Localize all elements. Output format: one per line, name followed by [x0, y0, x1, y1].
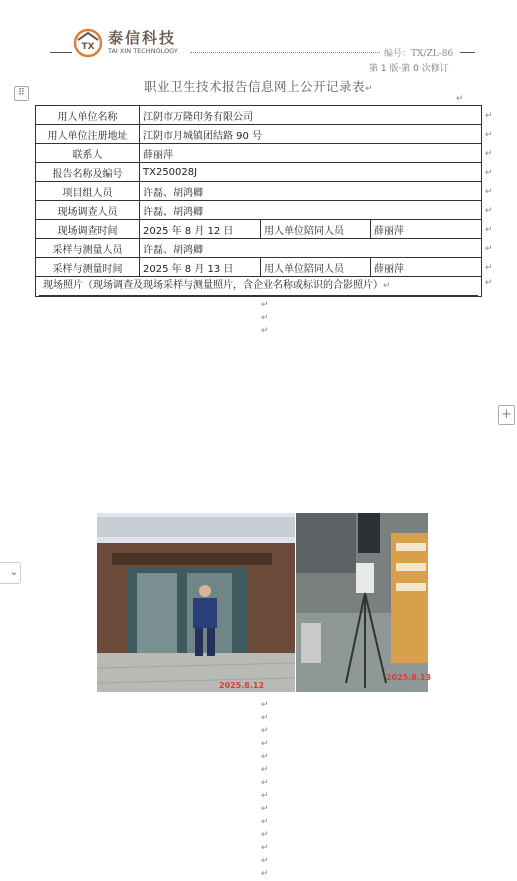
- address-value[interactable]: 江阴市月城镇团结路 90 号: [140, 125, 482, 144]
- address-label: 用人单位注册地址: [36, 125, 140, 144]
- table-row: 采样与测量人员 许磊、胡鸿卿 ↵: [36, 239, 490, 258]
- photo1-date-stamp: 2025.8.12: [219, 681, 265, 690]
- header-rule-right: [460, 52, 475, 53]
- table-move-handle[interactable]: ⠿: [14, 86, 29, 101]
- contact-value[interactable]: 薛丽萍: [140, 144, 482, 163]
- samplers-label: 采样与测量人员: [36, 239, 140, 258]
- employer-name-value[interactable]: 江阴市万隆印务有限公司: [140, 106, 482, 125]
- photo2-date-stamp: 2025.8.13: [386, 673, 432, 682]
- photos-heading: 现场照片（现场调查及现场采样与测量照片，含企业名称或标识的合影照片）↵: [39, 277, 478, 296]
- sampling-accomp-label: 用人单位陪同人员: [261, 258, 371, 277]
- investigators-value[interactable]: 许磊、胡鸿卿: [140, 201, 482, 220]
- site-photo-sampling-image: [296, 513, 428, 692]
- company-logo-icon: [73, 28, 103, 58]
- investigators-label: 现场调查人员: [36, 201, 140, 220]
- photo-cell[interactable]: [36, 277, 482, 879]
- sampling-time-label: 采样与测量时间: [36, 258, 140, 277]
- team-value[interactable]: 许磊、胡鸿卿: [140, 182, 482, 201]
- table-row: 用人单位名称 江阴市万隆印务有限公司 ↵: [36, 106, 490, 125]
- company-name-cn: 泰信科技: [108, 29, 177, 47]
- table-row: 现场照片（现场调查及现场采样与测量照片，含企业名称或标识的合影照片）↵ ↵ ↵ ↵ 2025.8.12 2025.8.13 ↵ ↵ ↵ ↵ ↵ ↵ ↵ ↵ ↵ ↵ ↵ ↵ ↵ ↵ ↵: [36, 277, 490, 297]
- table-row: 现场调查人员 许磊、胡鸿卿 ↵: [36, 201, 490, 220]
- survey-accomp-value[interactable]: 薛丽萍: [371, 220, 482, 239]
- report-value[interactable]: TX250028J: [140, 163, 482, 182]
- table-row: 采样与测量时间 2025 年 8 月 13 日 用人单位陪同人员 薛丽萍 ↵: [36, 258, 490, 277]
- document-number: 编号：TX/ZL-86: [384, 49, 454, 59]
- survey-time-label: 现场调查时间: [36, 220, 140, 239]
- table-row: 项目组人员 许磊、胡鸿卿 ↵: [36, 182, 490, 201]
- company-name-en: TAI XIN TECHNOLOGY: [108, 47, 178, 55]
- sampling-accomp-value[interactable]: 薛丽萍: [371, 258, 482, 277]
- table-row: 联系人 薛丽萍 ↵: [36, 144, 490, 163]
- report-label: 报告名称及编号: [36, 163, 140, 182]
- paragraph-marks-top: ↵ ↵ ↵: [261, 300, 269, 336]
- header-rule-left: [50, 52, 72, 53]
- survey-time-value[interactable]: 2025 年 8 月 12 日: [140, 220, 261, 239]
- table-row: 报告名称及编号 TX250028J ↵: [36, 163, 490, 182]
- add-column-button[interactable]: +: [498, 405, 515, 425]
- company-logo: [73, 28, 178, 58]
- side-panel-toggle[interactable]: ⌄: [0, 562, 21, 584]
- table-row: 现场调查时间 2025 年 8 月 12 日 用人单位陪同人员 薛丽萍 ↵: [36, 220, 490, 239]
- table-row: 用人单位注册地址 江阴市月城镇团结路 90 号 ↵: [36, 125, 490, 144]
- sampling-time-value[interactable]: 2025 年 8 月 13 日: [140, 258, 261, 277]
- samplers-value[interactable]: 许磊、胡鸿卿: [140, 239, 482, 258]
- contact-label: 联系人: [36, 144, 140, 163]
- record-table: [35, 105, 493, 879]
- page-title: 职业卫生技术报告信息网上公开记录表↵: [143, 79, 374, 94]
- team-label: 项目组人员: [36, 182, 140, 201]
- revision-info: 第 1 版·第 0 次修订: [369, 64, 449, 74]
- employer-name-label: 用人单位名称: [36, 106, 140, 125]
- header-dotted-rule: [190, 52, 380, 53]
- svg-text:TX: TX: [81, 42, 95, 52]
- paragraph-mark: ↵: [456, 94, 464, 104]
- site-photo-building-image: [97, 513, 295, 692]
- survey-accomp-label: 用人单位陪同人员: [261, 220, 371, 239]
- paragraph-marks-bottom: ↵ ↵ ↵ ↵ ↵ ↵ ↵ ↵ ↵ ↵ ↵ ↵ ↵ ↵: [261, 700, 269, 879]
